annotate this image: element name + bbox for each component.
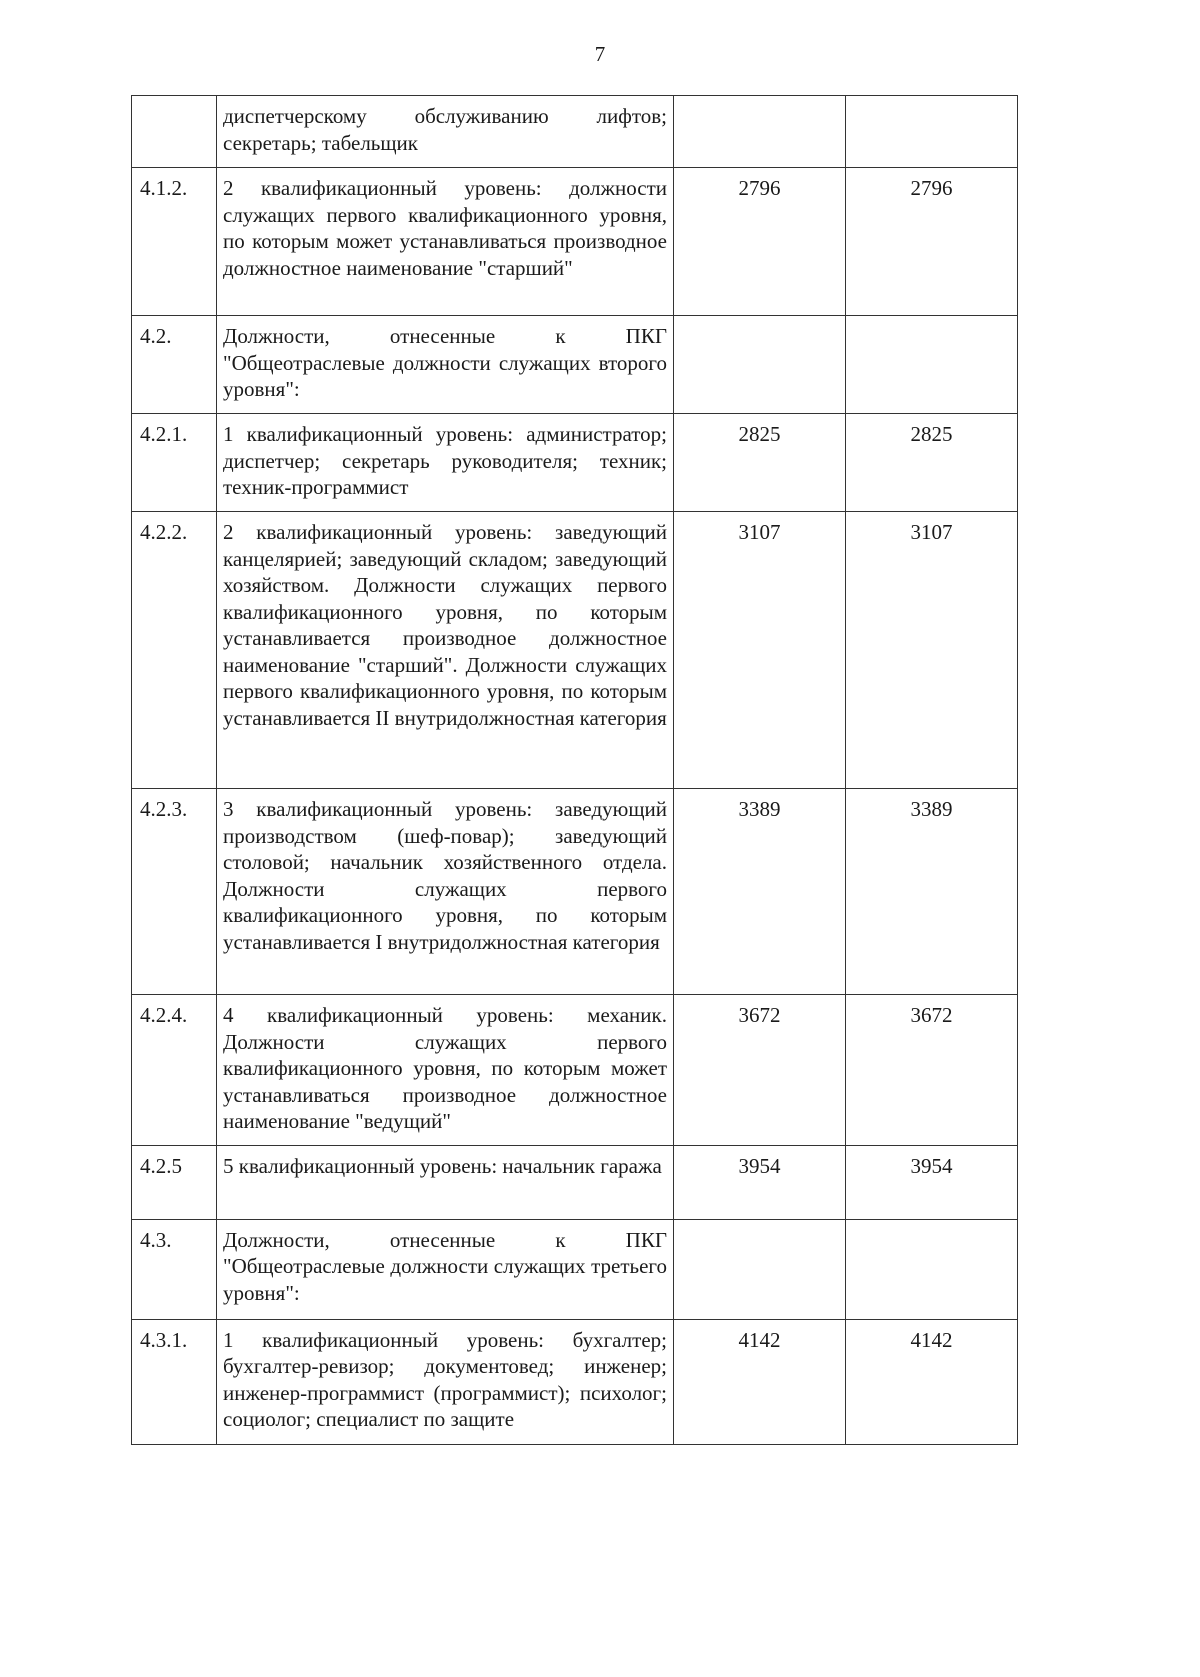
salary-value: 2796 (674, 168, 846, 316)
table-row (132, 789, 1018, 995)
salary-value (674, 316, 846, 414)
salary-value-adjusted: 3107 (846, 512, 1018, 789)
table-row (132, 995, 1018, 1146)
row-number (132, 96, 217, 168)
position-description: 4 квалификационный уровень: механик. Должности служащих первого квалификационного уровня, по которым может устанавливаться производное должностное наименование "ведущий" (217, 995, 674, 1146)
salary-value: 3954 (674, 1145, 846, 1219)
table-row (132, 1319, 1018, 1444)
row-number: 4.3.1. (132, 1319, 217, 1444)
salary-value-adjusted: 2825 (846, 414, 1018, 512)
salary-value: 3389 (674, 789, 846, 995)
row-number: 4.2.2. (132, 512, 217, 789)
salary-value-adjusted: 3389 (846, 789, 1018, 995)
salary-value-adjusted: 4142 (846, 1319, 1018, 1444)
table-row (132, 316, 1018, 414)
row-number: 4.2.4. (132, 995, 217, 1146)
salary-value: 4142 (674, 1319, 846, 1444)
page-number: 7 (594, 42, 606, 66)
position-description: диспетчерскому обслуживанию лифтов; секретарь; табельщик (217, 96, 674, 168)
salary-value: 3672 (674, 995, 846, 1146)
position-description: 1 квалификационный уровень: бухгалтер; бухгалтер-ревизор; документовед; инженер; инженер-программист (программист); психолог; социолог; специалист по защите (217, 1319, 674, 1444)
salary-value-adjusted (846, 1219, 1018, 1319)
table-row (132, 1219, 1018, 1319)
row-number: 4.3. (132, 1219, 217, 1319)
table-row (132, 512, 1018, 789)
position-description: Должности, отнесенные к ПКГ "Общеотраслевые должности служащих третьего уровня": (217, 1219, 674, 1319)
row-number: 4.2.1. (132, 414, 217, 512)
salary-value-adjusted (846, 96, 1018, 168)
position-description: 1 квалификационный уровень: администратор; диспетчер; секретарь руководителя; техник; техник-программист (217, 414, 674, 512)
salary-value-adjusted (846, 316, 1018, 414)
position-description: 3 квалификационный уровень: заведующий производством (шеф-повар); заведующий столовой; начальник хозяйственного отдела. Должности служащих первого квалификационного уровня, по которым устанавливается I внутридолжностная категория (217, 789, 674, 995)
position-description: 5 квалификационный уровень: начальник гаража (217, 1145, 674, 1219)
salary-value: 2825 (674, 414, 846, 512)
position-description: 2 квалификационный уровень: должности служащих первого квалификационного уровня, по которым может устанавливаться производное должностное наименование "старший" (217, 168, 674, 316)
position-description: 2 квалификационный уровень: заведующий канцелярией; заведующий складом; заведующий хозяйством. Должности служащих первого квалификационного уровня, по которым устанавливается производное должностное наименование "старший". Должности служащих первого квалификационного уровня, по которым устанавливается II внутридолжностная категория (217, 512, 674, 789)
table-row (132, 414, 1018, 512)
salary-value (674, 96, 846, 168)
table-row (132, 1145, 1018, 1219)
salary-value: 3107 (674, 512, 846, 789)
salary-value-adjusted: 3672 (846, 995, 1018, 1146)
salary-value (674, 1219, 846, 1319)
row-number: 4.2. (132, 316, 217, 414)
position-description: Должности, отнесенные к ПКГ "Общеотраслевые должности служащих второго уровня": (217, 316, 674, 414)
salary-table (131, 95, 1018, 1445)
table-row (132, 96, 1018, 168)
table-row (132, 168, 1018, 316)
salary-value-adjusted: 3954 (846, 1145, 1018, 1219)
salary-value-adjusted: 2796 (846, 168, 1018, 316)
row-number: 4.2.5 (132, 1145, 217, 1219)
row-number: 4.1.2. (132, 168, 217, 316)
row-number: 4.2.3. (132, 789, 217, 995)
